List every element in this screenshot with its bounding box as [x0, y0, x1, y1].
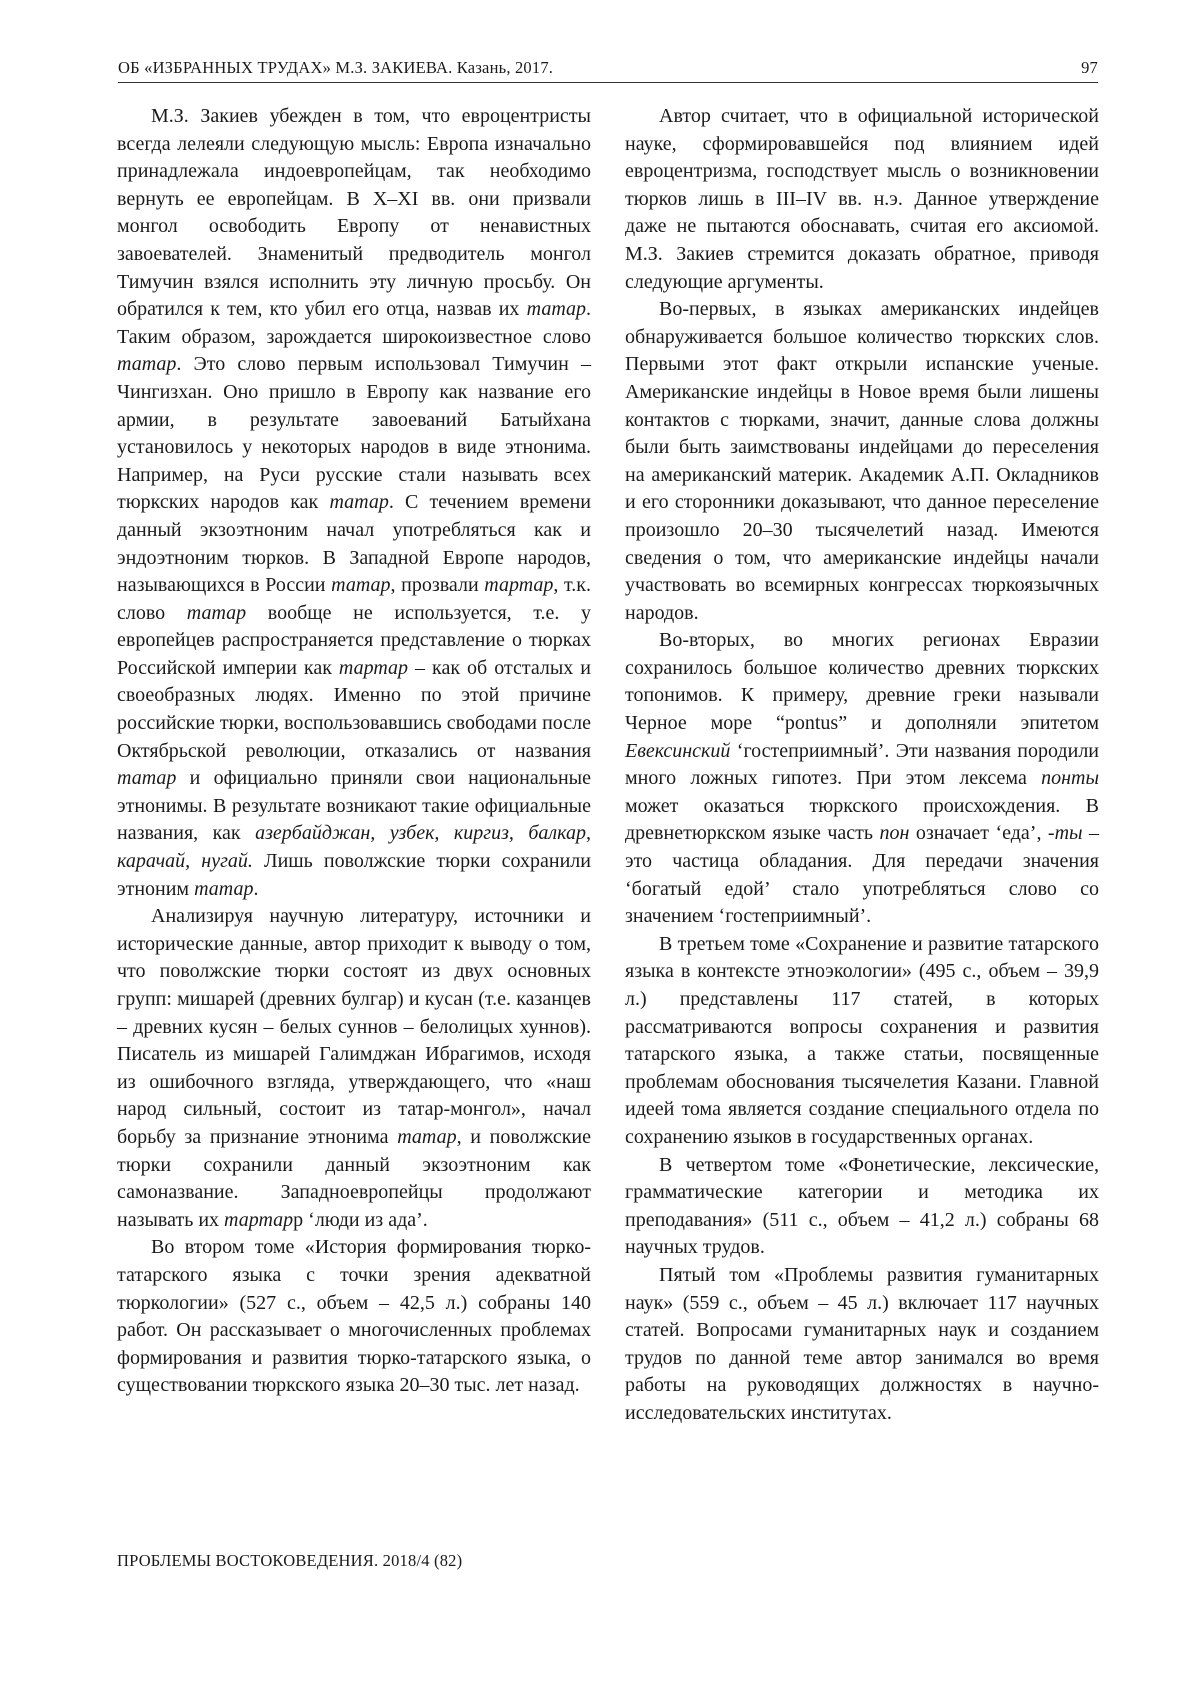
paragraph: М.З. Закиев убежден в том, что евроцентристы всегда лелеяли следующую мысль: Европа изначально принадлежала индоевропейцам, так необходимо вернуть ее европейцам. В X–XI вв. они призвали монгол освободить Европу от ненавистных завоевателей. Знаменитый предводитель монгол Тимучин взялся исполнить эту личную просьбу. Он обратился к тем, кто убил его отца, назвав их татар. Таким образом, зарождается широкоизвестное слово татар. Это слово первым использовал Тимучин – Чингизхан. Оно пришло в Европу как название его армии, в результате завоеваний Батыйхана установилось у некоторых народов в виде этнонима. Например, на Руси русские стали называть всех тюркских народов как татар. С течением времени данный экзоэтноним начал употребляться как и эндоэтноним тюрков. В Западной Европе народов, называющихся в России татар, прозвали тартар, т.к. слово татар вообще не используется, т.е. у европейцев распространяется представление о тюрках Российской империи как тартар – как об отсталых и своеобразных людях. Именно по этой причине российские тюрки, воспользовавшись свободами после Октябрьской революции, отказались от названия татар и официально приняли свои национальные этнонимы. В результате возникают такие официальные названия, как азербайджан, узбек, киргиз, балкар, карачай, нугай. Лишь поволжские тюрки сохранили этноним татар. — [117, 105, 592, 900]
page-number: 97 — [1081, 58, 1098, 77]
right-column — [625, 103, 1099, 1428]
paragraph: Во-первых, в языках американских индейцев обнаруживается большое количество тюркских слов. Первыми этот факт открыли испанские ученые. Американские индейцы в Новое время были лишены контактов с тюрками, значит, данные слова должны были быть заимствованы индейцами до переселения на американский материк. Академик А.П. Окладников и его сторонники доказывают, что данное переселение произошло 20–30 тысячелетий назад. Имеются сведения о том, что американские индейцы начали участвовать во всемирных конгрессах тюркоязычных народов. — [625, 298, 1099, 624]
journal-footer: ПРОБЛЕМЫ ВОСТОКОВЕДЕНИЯ. 2018/4 (82) — [117, 1551, 463, 1570]
paragraph: Пятый том «Проблемы развития гуманитарных наук» (559 с., объем – 45 л.) включает 117 научных статей. Вопросами гуманитарных наук и созданием трудов по данной теме автор занимался во время работы на руководящих должностях в научно-исследовательских институтах. — [625, 1263, 1099, 1424]
paragraph: В третьем томе «Сохранение и развитие татарского языка в контексте этноэкологии» (495 с., объем – 39,9 л.) представлены 117 статей, в которых рассматриваются вопросы сохранения и развития татарского языка, а также статьи, посвященные проблемам обоснования тысячелетия Казани. Главной идеей тома является создание специального отдела по сохранению языков в государственных органах. — [625, 932, 1099, 1148]
paragraph: Анализируя научную литературу, источники и исторические данные, автор приходит к выводу о том, что поволжские тюрки состоят из двух основных групп: мишарей (древних булгар) и кусан (т.е. казанцев – древних кусян – белых суннов – белолицых хуннов). Писатель из мишарей Галимджан Ибрагимов, исходя из ошибочного взгляда, утверждающего, что «наш народ сильный, состоит из татар-монгол», начал борьбу за признание этнонима татар, и поволжские тюрки сохранили данный экзоэтноним как самоназвание. Западноевропейцы продолжают называть их тартарр ‘люди из ада’. — [117, 905, 591, 1231]
header-title: ОБ «ИЗБРАННЫХ ТРУДАХ» М.З. ЗАКИЕВА. Казань, 2017. — [118, 58, 554, 77]
paragraph: В четвертом томе «Фонетические, лексические, грамматические категории и методика их преподавания» (511 с., объем – 41,2 л.) собраны 68 научных трудов. — [625, 1153, 1099, 1259]
paragraph: Автор считает, что в официальной исторической науке, сформировавшейся под влиянием идей евроцентризма, господствует мысль о возникновении тюрков лишь в III–IV вв. н.э. Данное утверждение даже не пытаются обоснавать, считая его аксиомой. М.З. Закиев стремится доказать обратное, приводя следующие аргументы. — [625, 105, 1099, 293]
paragraph: Во-вторых, во многих регионах Евразии сохранилось большое количество древних тюркских топонимов. К примеру, древние греки называли Черное море “pontus” и дополняли эпитетом Евексинский ‘гостеприимный’. Эти названия породили много ложных гипотез. При этом лексема понты может оказаться тюркского происхождения. В древнетюркском языке часть пон означает ‘еда’, -ты – это частица обладания. Для передачи значения ‘богатый едой’ стало употребляться слово со значением ‘гостеприимный’. — [625, 629, 1099, 928]
running-header — [118, 58, 1098, 83]
left-column — [117, 103, 591, 1400]
paragraph: Во втором томе «История формирования тюрко-татарского языка с точки зрения адекватной тюркологии» (527 с., объем – 42,5 л.) собраны 140 работ. Он рассказывает о многочисленных проблемах формирования и развития тюрко-татарского языка, о существовании тюркского языка 20–30 тыс. лет назад. — [117, 1236, 591, 1397]
